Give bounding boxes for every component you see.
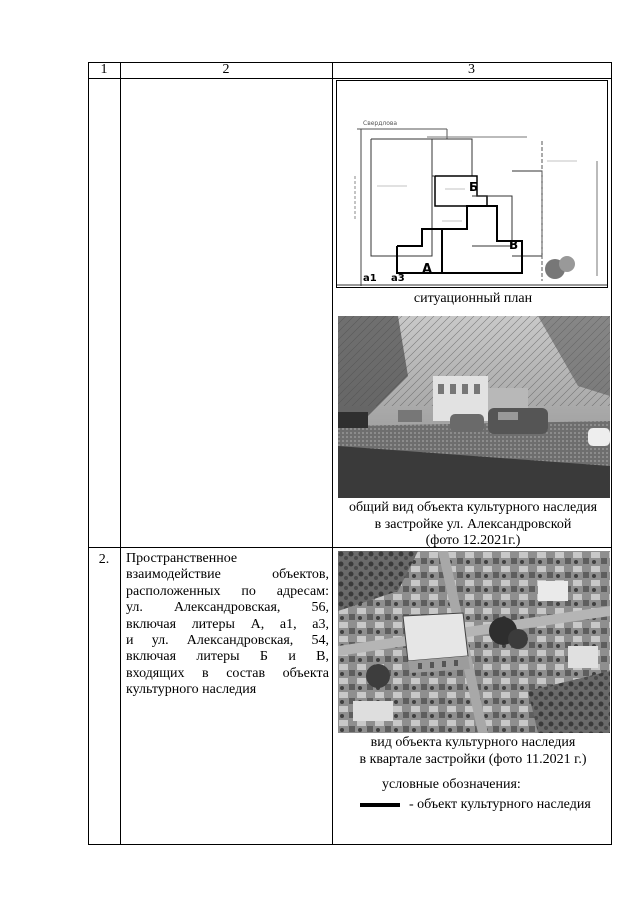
caption-line: (фото 12.2021г.) [425, 533, 521, 548]
column-header-2: 2 [222, 62, 230, 77]
description-line: включая литеры Б и В, [126, 649, 329, 665]
column-header-1: 1 [100, 62, 108, 77]
table-right-border [611, 62, 612, 845]
plan-label-a3: а3 [391, 273, 405, 284]
situation-plan-image [336, 80, 608, 288]
description-line: ул. Александровская, 56, [126, 600, 329, 616]
description-line: и ул. Александровская, 54, [126, 633, 329, 649]
plan-label-a1: а1 [363, 273, 377, 284]
street-view-photo [338, 316, 610, 498]
description-line: включая литеры А, а1, а3, [126, 616, 329, 632]
legend-item-label: - объект культурного наследия [409, 797, 591, 812]
caption-line: общий вид объекта культурного наследия [348, 500, 598, 515]
column-divider-2 [332, 62, 333, 845]
situation-plan-caption [334, 291, 612, 308]
plan-label-v: В [509, 238, 519, 252]
description-line: взаимодействие объектов, [126, 567, 329, 583]
street-view-caption [334, 500, 612, 550]
aerial-photo [338, 551, 610, 733]
plan-label-b: Б [469, 180, 479, 194]
description-line: расположенных по адресам: [126, 583, 329, 599]
caption-line: в застройке ул. Александровской [374, 516, 572, 532]
row-description [126, 551, 329, 699]
column-header-3: 3 [468, 62, 475, 77]
plan-street-label: Свердлова [363, 120, 398, 127]
plan-label-a: А [422, 262, 433, 277]
legend-title: условные обозначения: [382, 777, 521, 792]
header-bottom-border [88, 78, 612, 79]
caption-line: ситуационный план [413, 291, 533, 306]
description-line: входящих в состав объекта [126, 665, 329, 681]
row-number: 2. [98, 552, 110, 567]
description-line: Пространственное [126, 551, 238, 566]
table-bottom-border [88, 844, 612, 845]
legend-line-symbol [360, 803, 400, 807]
table-left-border [88, 62, 89, 845]
aerial-photo-caption [334, 735, 612, 768]
caption-line: вид объекта культурного наследия [370, 735, 576, 750]
caption-line: в квартале застройки (фото 11.2021 г.) [359, 751, 587, 767]
column-divider-1 [120, 62, 121, 845]
description-line: культурного наследия [126, 682, 257, 698]
